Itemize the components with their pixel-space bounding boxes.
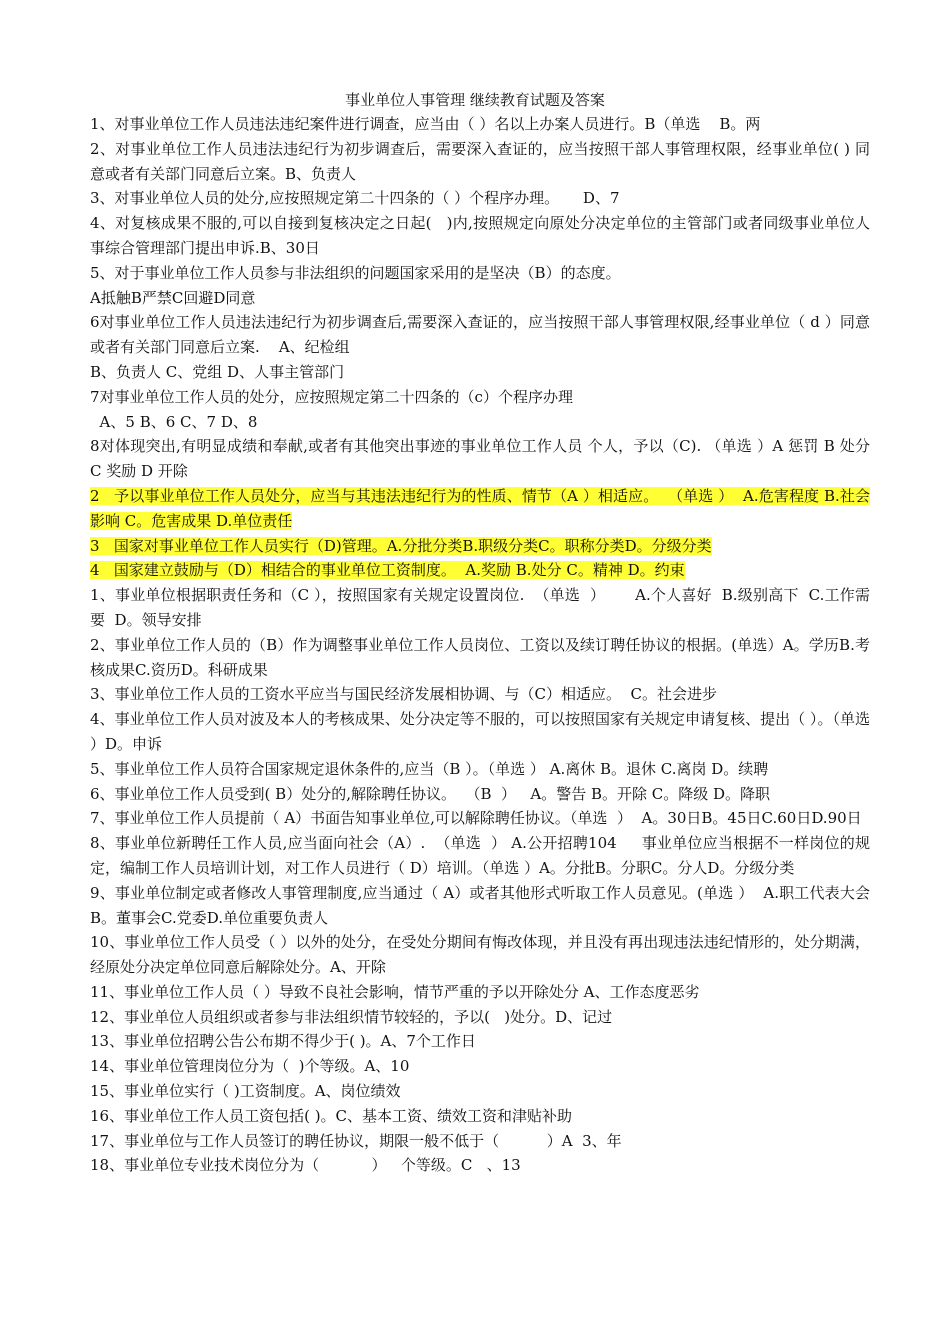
paragraph-text: 16、事业单位工作人员工资包括( )。C、基本工资、绩效工资和津贴补助: [90, 1106, 573, 1125]
question-paragraph: [90, 1153, 870, 1178]
highlighted-text: 4 国家建立鼓励与（D）相结合的事业单位工资制度。 A.奖励 B.处分 C。精神 D。约束: [90, 561, 685, 580]
question-paragraph: [90, 1005, 870, 1030]
question-paragraph: [90, 1054, 870, 1079]
question-paragraph: [90, 360, 870, 385]
paragraph-text: 4、对复核成果不服的,可以自接到复核决定之日起( )内,按照规定向原处分决定单位的主管部门或者同级事业单位人事综合管理部门提出申诉.B、30日: [90, 214, 870, 257]
question-paragraph: [90, 286, 870, 311]
paragraph-text: 3、对事业单位人员的处分,应按照规定第二十四条的（ ）个程序办理。 D、7: [90, 189, 620, 208]
paragraph-text: 15、事业单位实行（ )工资制度。A、岗位绩效: [90, 1082, 401, 1101]
question-paragraph: [90, 410, 870, 435]
paragraph-text: 10、事业单位工作人员受（ ）以外的处分，在受处分期间有悔改体现，并且没有再出现违法违纪情形的，处分期满，经原处分决定单位同意后解除处分。A、开除: [90, 933, 870, 977]
paragraph-text: 18、事业单位专业技术岗位分为（ ） 个等级。C 、13: [90, 1156, 521, 1175]
paragraph-text: 2、对事业单位工作人员违法违纪行为初步调查后，需要深入查证的，应当按照干部人事管理权限，经事业单位( ) 同意或者有关部门同意后立案。B、负责人: [90, 139, 870, 183]
question-paragraph: [90, 707, 875, 757]
question-paragraph: [90, 261, 870, 286]
question-paragraph: [90, 1104, 870, 1129]
question-paragraph: [90, 633, 870, 683]
question-paragraph: [90, 434, 875, 484]
paragraph-text: 1、对事业单位工作人员违法违纪案件进行调查，应当由（ ）名以上办案人员进行。B（单选 B。两: [90, 115, 761, 133]
question-paragraph: [90, 806, 870, 831]
paragraph-text: 11、事业单位工作人员（ ）导致不良社会影响，情节严重的予以开除处分 A、工作态度恶劣: [90, 982, 700, 1001]
question-paragraph: [90, 484, 870, 534]
paragraph-text: 2、事业单位工作人员的（B）作为调整事业单位工作人员岗位、工资以及续订聘任协议的根据。(单选）A。学历B.考核成果C.资历D。科研成果: [90, 635, 870, 679]
paragraph-text: 1、事业单位根据职责任务和（C ），按照国家有关规定设置岗位. （单选 ） A.个人喜好 B.级别高下 C.工作需要 D。领导安排: [90, 586, 870, 629]
highlighted-text: 2 予以事业单位工作人员处分，应当与其违法违纪行为的性质、情节（A ）相适应。 （单选 ） A.危害程度 B.社会影响 C。危害成果 D.单位责任: [90, 486, 871, 530]
question-paragraph: [90, 980, 870, 1005]
question-paragraph: [90, 831, 870, 881]
question-paragraph: [90, 782, 870, 807]
question-paragraph: [90, 1129, 870, 1154]
question-paragraph: [90, 930, 870, 980]
paragraph-text: A抵触B严禁C回避D同意: [90, 288, 256, 307]
question-paragraph: [90, 558, 870, 583]
document-body: [90, 112, 875, 1178]
document-title: 事业单位人事管理 继续教育试题及答案: [345, 91, 605, 109]
paragraph-text: 9、事业单位制定或者修改人事管理制度,应当通过（ A）或者其他形式听取工作人员意见。(单选 ） A.职工代表大会B。董事会C.党委D.单位重要负责人: [90, 883, 870, 927]
question-paragraph: [90, 583, 870, 633]
paragraph-text: 4、事业单位工作人员对波及本人的考核成果、处分决定等不服的，可以按照国家有关规定申请复核、提出（ ）。（单选 ）D。申诉: [90, 710, 875, 753]
paragraph-text: 3、事业单位工作人员的工资水平应当与国民经济发展相协调、与（C）相适应。 C。社会进步: [90, 685, 718, 704]
question-paragraph: [90, 534, 870, 559]
question-paragraph: [90, 1029, 870, 1054]
question-paragraph: [90, 385, 870, 410]
paragraph-text: 8、事业单位新聘任工作人员,应当面向社会（A）. （单选 ） A.公开招聘104 事业单位应当根据不一样岗位的规定，编制工作人员培训计划，对工作人员进行（ D）培训。（单选 ）A。分批B。分职C。分人D。分级分类: [90, 834, 870, 877]
question-paragraph: [90, 112, 870, 137]
question-paragraph: [90, 310, 870, 360]
paragraph-text: 13、事业单位招聘公告公布期不得少于( )。A、7个工作日: [90, 1032, 476, 1051]
paragraph-text: 8对体现突出,有明显成绩和奉献,或者有其他突出事迹的事业单位工作人员 个人，予以（C). （单选 ）A 惩罚 B 处分 C 奖励 D 开除: [90, 437, 875, 481]
question-paragraph: [90, 1079, 870, 1104]
paragraph-text: 6对事业单位工作人员违法违纪行为初步调查后,需要深入查证的，应当按照干部人事管理权限,经事业单位（ d ）同意或者有关部门同意后立案. A、纪检组: [90, 313, 870, 357]
paragraph-text: 14、事业单位管理岗位分为（ )个等级。A、10: [90, 1057, 410, 1076]
paragraph-text: 7对事业单位工作人员的处分，应按照规定第二十四条的（c）个程序办理: [90, 387, 573, 406]
paragraph-text: 5、事业单位工作人员符合国家规定退休条件的,应当（B ）。（单选 ） A.离休 B。退休 C.离岗 D。续聘: [90, 759, 769, 778]
question-paragraph: [90, 682, 870, 707]
question-paragraph: [90, 211, 870, 261]
paragraph-text: B、负责人 C、党组 D、人事主管部门: [90, 362, 345, 381]
question-paragraph: [90, 757, 870, 782]
paragraph-text: 7、事业单位工作人员提前（ A）书面告知事业单位,可以解除聘任协议。（单选 ） A。30日B。45日C.60日D.90日: [90, 809, 862, 828]
question-paragraph: [90, 186, 870, 211]
paragraph-text: 5、对于事业单位工作人员参与非法组织的问题国家采用的是坚决（B）的态度。: [90, 263, 621, 282]
question-paragraph: [90, 881, 870, 931]
highlighted-text: 3 国家对事业单位工作人员实行（D)管理。A.分批分类B.职级分类C。职称分类D。分级分类: [90, 536, 712, 555]
paragraph-text: 12、事业单位人员组织或者参与非法组织情节较轻的，予以( )处分。D、记过: [90, 1007, 613, 1026]
paragraph-text: 17、事业单位与工作人员签订的聘任协议，期限一般不低于（ ）A 3、年: [90, 1131, 622, 1150]
paragraph-text: A、5 B、6 C、7 D、8: [90, 412, 258, 431]
paragraph-text: 6、事业单位工作人员受到( B）处分的,解除聘任协议。 （B ） A。警告 B。开除 C。降级 D。降职: [90, 784, 771, 803]
question-paragraph: [90, 137, 870, 187]
